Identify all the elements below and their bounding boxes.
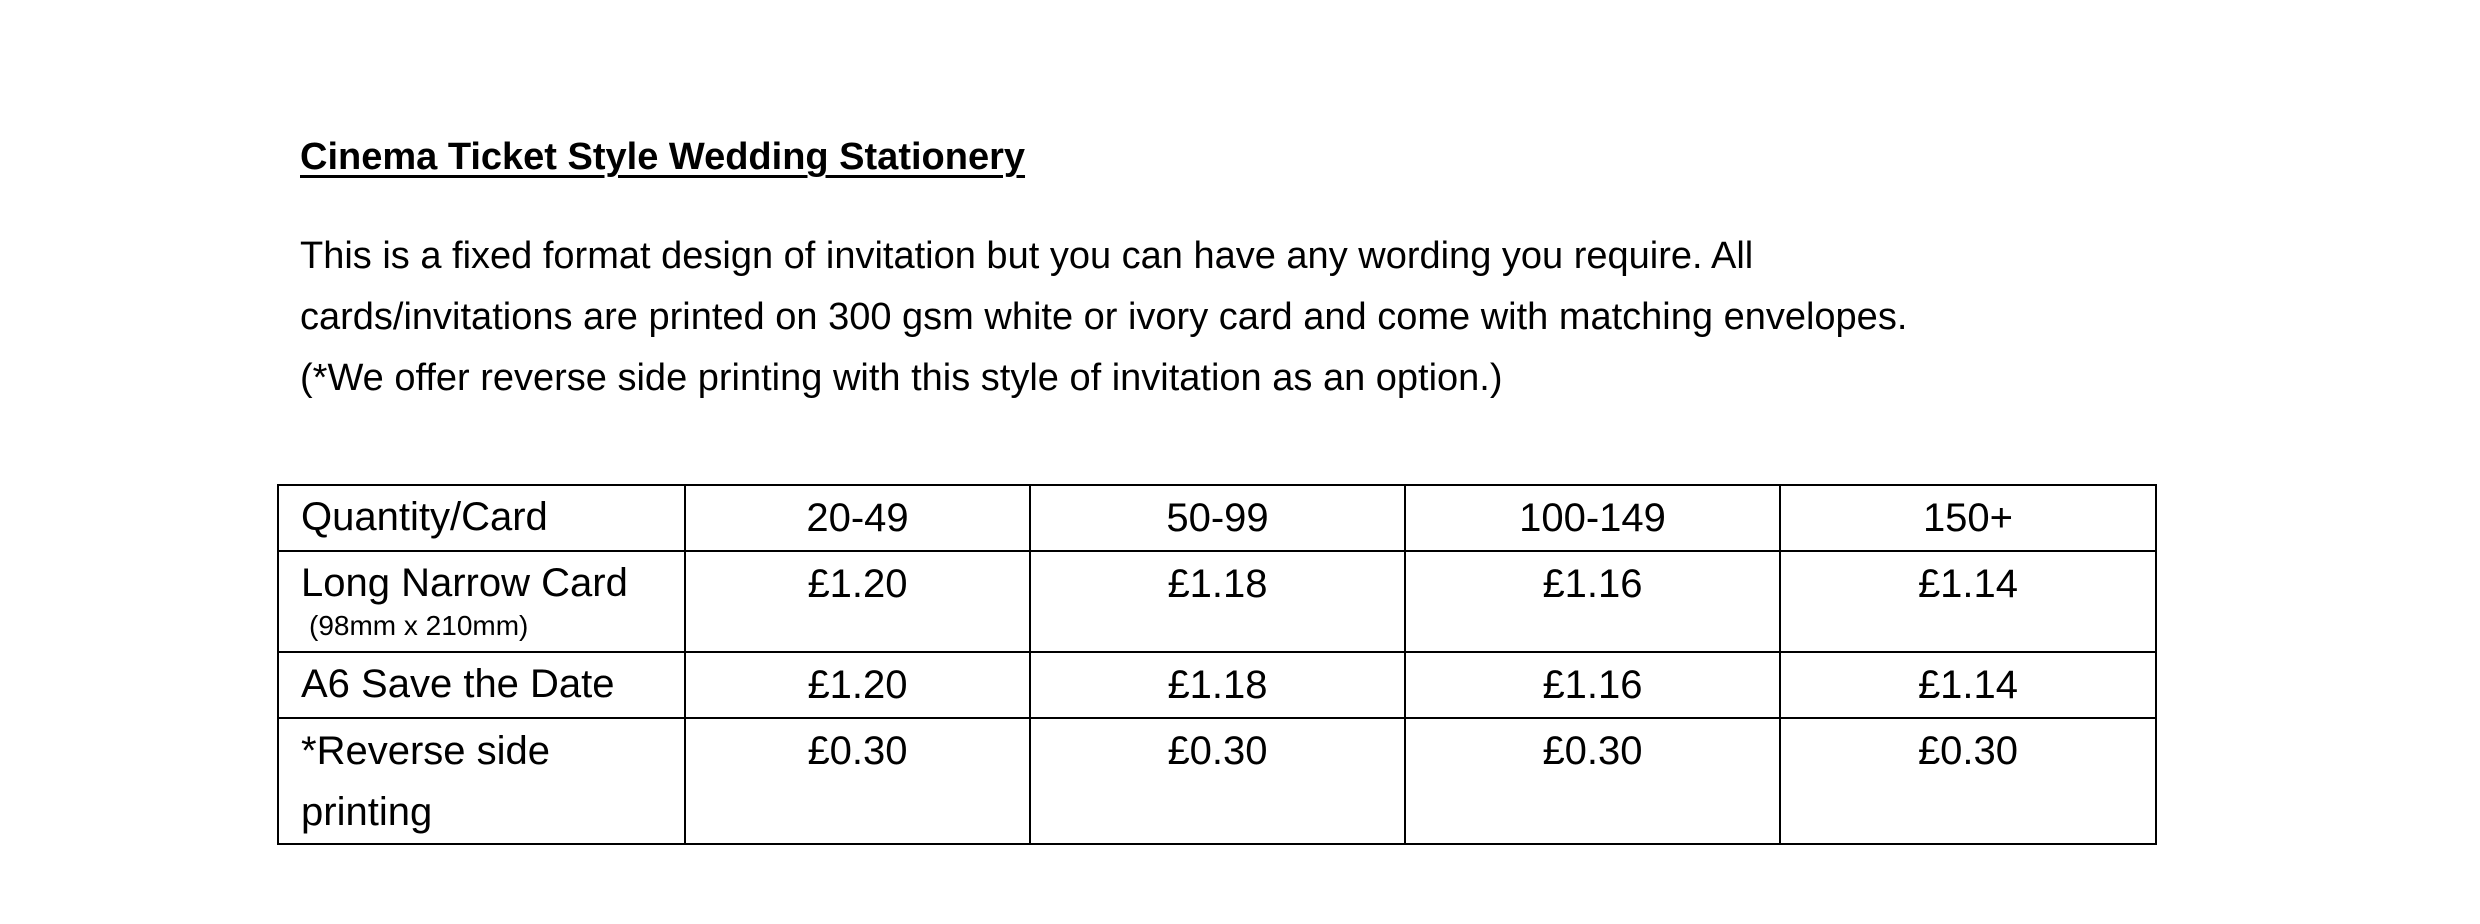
- row-label: Long Narrow Card: [301, 561, 628, 605]
- price-cell: £0.30: [1030, 718, 1405, 844]
- row-label: A6 Save the Date: [301, 662, 615, 706]
- intro-line: cards/invitations are printed on 300 gsm white or ivory card and come with matching envelopes.: [300, 296, 1908, 338]
- table-row: [278, 652, 2156, 718]
- header-cell-qty-50-99: 50-99: [1030, 485, 1405, 551]
- price-cell: £1.16: [1405, 551, 1780, 652]
- intro-line: This is a fixed format design of invitation but you can have any wording you require. All: [300, 235, 1754, 277]
- price-cell: £1.18: [1030, 652, 1405, 718]
- row-label-cell: [278, 551, 685, 652]
- intro-paragraph: [300, 226, 2180, 409]
- intro-line: (*We offer reverse side printing with this style of invitation as an option.): [300, 357, 1503, 399]
- table-row: [278, 718, 2156, 844]
- header-cell-qty-20-49: 20-49: [685, 485, 1030, 551]
- price-cell: £1.20: [685, 551, 1030, 652]
- price-cell: £0.30: [1780, 718, 2156, 844]
- header-cell-qty-100-149: 100-149: [1405, 485, 1780, 551]
- table-row: [278, 551, 2156, 652]
- row-label: *Reverse side printing: [301, 729, 551, 834]
- row-label-cell: [278, 718, 685, 844]
- price-cell: £1.14: [1780, 652, 2156, 718]
- header-cell-qty-150-plus: 150+: [1780, 485, 2156, 551]
- price-cell: £1.16: [1405, 652, 1780, 718]
- document-title: Cinema Ticket Style Wedding Stationery: [300, 136, 1026, 178]
- header-cell-quantity-card: Quantity/Card: [278, 485, 685, 551]
- price-table: [277, 484, 2157, 845]
- price-cell: £1.14: [1780, 551, 2156, 652]
- price-cell: £1.20: [685, 652, 1030, 718]
- row-label-cell: [278, 652, 685, 718]
- price-cell: £0.30: [685, 718, 1030, 844]
- table-header-row: [278, 485, 2156, 551]
- price-cell: £1.18: [1030, 551, 1405, 652]
- row-sublabel: (98mm x 210mm): [309, 610, 529, 641]
- price-cell: £0.30: [1405, 718, 1780, 844]
